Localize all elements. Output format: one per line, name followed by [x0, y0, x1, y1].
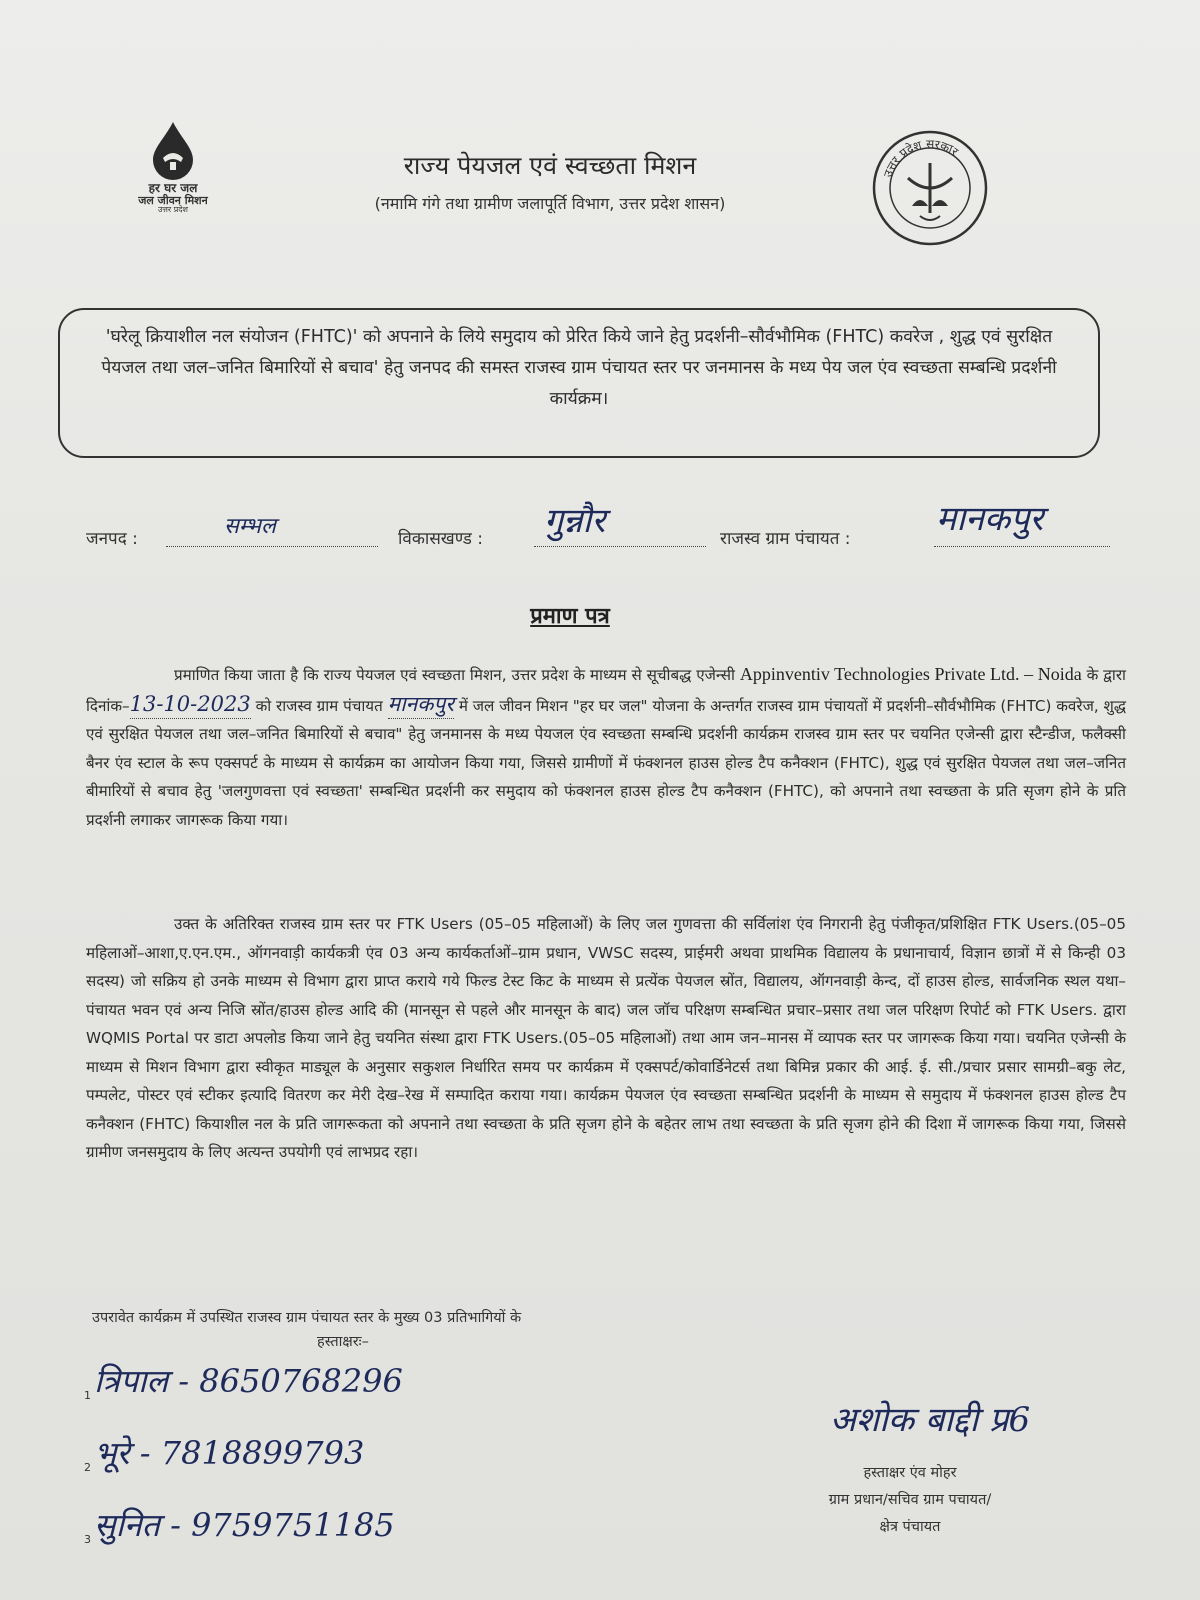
location-fields: [86, 499, 1166, 568]
seal-text: उत्तर प्रदेश सरकार: [880, 136, 961, 180]
participants-note-line-2: हस्ताक्षरः–: [317, 1334, 369, 1350]
participant-signature: भूरे - 7818899793: [94, 1434, 365, 1472]
svg-text:उत्तर प्रदेश सरकार: [881, 137, 962, 179]
participants-note: [92, 1306, 732, 1354]
har-ghar-jal-logo: [118, 118, 228, 238]
official-signature: अशोक बाद्दी प्र6: [830, 1400, 1031, 1440]
signature-row: [78, 1499, 598, 1571]
signature-row: [78, 1355, 598, 1427]
up-government-seal: [870, 128, 990, 248]
official-designation: [760, 1460, 1060, 1541]
logo-line-1: हर घर जल: [148, 181, 198, 195]
logo-line-2: जल जीवन मिशन: [138, 193, 208, 207]
block-value: गुन्नौर: [544, 501, 606, 541]
block-label: विकासखण्ड :: [398, 529, 484, 549]
para1-intro: प्रमाणित किया जाता है कि राज्य पेयजल एवं स्वच्छता मिशन, उत्तर प्रदेश के माध्यम से सूचीबद्ध एजेन्सी: [174, 666, 735, 684]
official-line-2: ग्राम प्रधान/सचिव ग्राम पचायत/: [828, 1492, 992, 1508]
para2-body: उक्त के अतिरिक्त राजस्व ग्राम स्तर पर FTK Users (05–05 महिलाओं) के लिए जल गुणवत्ता की सर्विलांश एंव निगरानी हेतु पंजीकृत/प्रशिक्षित FTK Users.(05–05 महिलाओं–आशा,ए.एन.एम., ऑगनवाड़ी कार्यकत्री एंव 03 अन्य कार्यकर्ताओं–ग्राम प्रधान, VWSC सदस्य, प्राईमरी अथवा प्राथमिक विद्यालय के प्रधानाचार्य, विज्ञान छात्रों में से किन्ही 03 सदस्य) जो सक्रिय हो उनके माध्यम से विभाग द्वारा प्राप्त कराये गये फिल्ड टेस्ट किट के माध्यम से प्रत्येंक पेयजल स्रोंत, विद्यालय, ऑगनवाड़ी केन्द, दों हाउस होल्ड, सार्वजनिक स्थल यथा–पंचायत भवन एवं अन्य निजि स्रोंत/हाउस होल्ड आदि की (मानसून से पहले और मानसून के बाद) जल जॉच परिक्षण सम्बन्धित प्रचार–प्रसार तथा जल परिक्षण रिपोर्ट को FTK Users. द्वारा WQMIS Portal पर डाटा अपलोड किया जाने हेतु चयनित संस्था द्वारा FTK Users.(05–05 महिलाओं) तथा आम जन–मानस में व्यापक स्तर पर जागरूक किया गया। चयनित एजेन्सी के माध्यम से मिशन विभाग द्वारा स्वीकृत माड्यूल के अनुसार सकुशल निर्धारित समय पर कार्यक्रम में एक्सपर्ट/कोवार्डिनेटर्स तथा बिमिन्न प्रकार की आई. ई. सी./प्रचार प्रसार सामग्री–बकु लेट, पम्पलेट, पोस्टर एवं स्टीकर इत्यादि वितरण कर मेरी देख–रेख में सम्पादित कराया गया। कार्यक्रम पेयजल एंव स्वच्छता सम्बन्धित प्रदर्शनी के माध्यम से समुदाय में फंक्शनल हाउस होल्ड टैप कनैक्शन (FHTC) कियाशील नल के प्रति जागरूकता को अपनाने तथा स्वच्छता के प्रति सृजग होने के बहेतर लाभ तथा स्वच्छता के प्रति सृजग होने की दिशा में जागरूक किया गया, जिससे ग्रामीण जनसमुदाय के लिए अत्यन्त उपयोगी एवं लाभप्रद रहा।: [86, 915, 1126, 1161]
paragraph-2: [86, 910, 1126, 1167]
signature-number: 1: [84, 1389, 91, 1402]
program-date: 13-10-2023: [130, 690, 251, 720]
panchayat-value: मानकपुर: [936, 499, 1044, 539]
certificate-heading: प्रमाण पत्र: [530, 604, 610, 629]
official-line-1: हस्ताक्षर एंव मोहर: [863, 1465, 957, 1481]
government-emblem-icon: [870, 128, 990, 248]
official-line-3: क्षेत्र पंचायत: [879, 1519, 941, 1535]
participant-signature: सुनित - 9759751185: [94, 1506, 395, 1544]
page-title: राज्य पेयजल एवं स्वच्छता मिशन: [403, 151, 697, 180]
para1-body: में जल जीवन मिशन "हर घर जल" योजना के अन्तर्गत राजस्व ग्राम पंचायतों में प्रदर्शनी–सौर्वभौमिक (FHTC) कवरेज, शुद्ध एवं सुरक्षित पेयजल तथा जल–जनित बिमारियों से बचाव" हेतु जनमानस के मध्य पेयजल एंव स्वच्छता सम्बन्धि प्रदर्शनी कार्यक्रम राजस्व ग्राम स्तर पर चयनित एजेन्सी द्वारा स्टैन्डीज, फलैक्सी बैनर एंव स्टाल के रूप एक्सपर्ट के माध्यम से कार्यक्रम का आयोजन किया गया, जिससे ग्रामीणों में फंक्शनल हाउस होल्ड टैप कनैक्शन (FHTC), शुद्ध एवं सुरक्षित पेयजल तथा जल–जनित बीमारियों से बचाव हेतु 'जलगुणवत्ता एवं स्वच्छता' सम्बन्धित प्रदर्शनी कर समुदाय को फंक्शनल हाउस होल्ड टैप कनैक्शन (FHTC), को अपनाने तथा स्वच्छता के प्रति सृजग होने के प्रति प्रदर्शनी लगाकर जागरूक किया गया।: [86, 696, 1127, 829]
district-label: जनपद :: [86, 529, 138, 549]
paragraph-1: [86, 660, 1126, 834]
participants-note-line-1: उपरावेत कार्यक्रम में उपस्थित राजस्व ग्राम पंचायत स्तर के मुख्य 03 प्रतिभागियों के: [92, 1310, 522, 1326]
participant-signatures: [78, 1355, 598, 1571]
agency-name: Appinventiv Technologies Private Ltd. – Noida: [739, 664, 1082, 684]
para1-panchayat-label: को राजस्व ग्राम पंचायत: [250, 696, 383, 715]
para1-date-label: के द्वारा दिनांक–: [86, 666, 1126, 715]
district-value: सम्भल: [224, 514, 276, 539]
signature-row: [78, 1427, 598, 1499]
program-title-box: 'घरेलू क्रियाशील नल संयोजन (FHTC)' को अपनाने के लिये समुदाय को प्रेरित किये जाने हेतु प्रदर्शनी–सौर्वभौमिक (FHTC) कवरेज , शुद्ध एवं सुरक्षित पेयजल तथा जल–जनित बिमारियों से बचाव' हेतु जनपद की समस्त राजस्व ग्राम पंचायत स्तर पर जनमानस के मध्य पेय जल एंव स्वच्छता सम्बन्धि प्रदर्शनी कार्यक्रम।: [58, 308, 1100, 458]
logo-line-3: उत्तर प्रदेश: [158, 205, 188, 215]
signature-number: 3: [84, 1533, 91, 1546]
water-drop-icon: [143, 118, 203, 182]
page-subtitle: (नमामि गंगे तथा ग्रामीण जलापूर्ति विभाग, उत्तर प्रदेश शासन): [374, 194, 726, 213]
panchayat-label: राजस्व ग्राम पंचायत :: [720, 529, 851, 549]
signature-number: 2: [84, 1461, 91, 1474]
village-name: मानकपुर: [388, 690, 454, 720]
participant-signature: त्रिपाल - 8650768296: [94, 1362, 403, 1400]
